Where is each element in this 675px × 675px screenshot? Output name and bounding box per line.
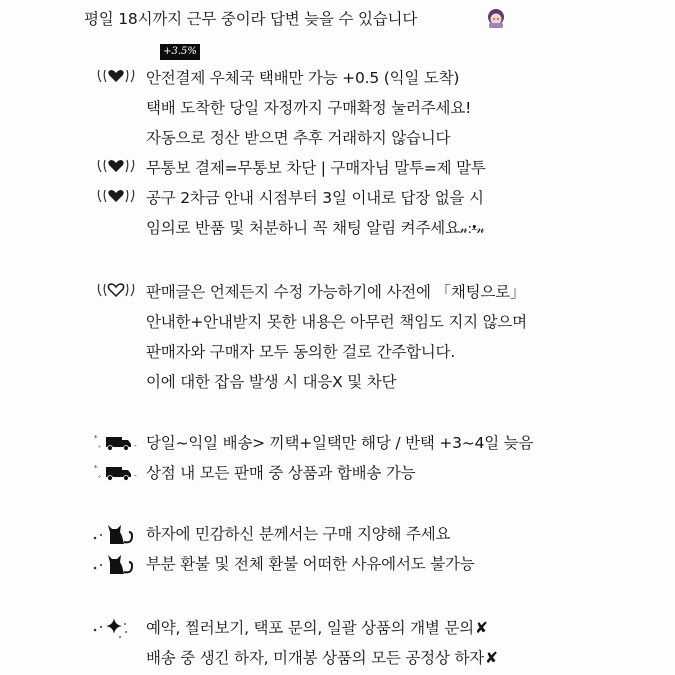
sparkle-star-icon bbox=[92, 614, 140, 644]
text-line: 당일~익일 배송> 끼택+일택만 해당 / 반택 +3~4일 늦음 bbox=[146, 434, 534, 452]
svg-text:°: ° bbox=[98, 445, 101, 452]
black-cat-icon bbox=[92, 550, 140, 580]
text-line: 안내한+안내받지 못한 내용은 아무런 책임도 지지 않으며 bbox=[146, 313, 527, 331]
text-line: 부분 환불 및 전체 환불 어떠한 사유에서도 불가능 bbox=[146, 555, 475, 573]
black-cat-icon bbox=[92, 520, 140, 550]
sparkle-truck-icon bbox=[94, 432, 142, 456]
sparkle-truck-icon bbox=[94, 462, 142, 486]
text-line: 택배 도착한 당일 자정까지 구매확정 눌러주세요! bbox=[146, 99, 472, 117]
header-text: 평일 18시까지 근무 중이라 답변 늦을 수 있습니다 bbox=[84, 10, 418, 28]
bow-heart-icon bbox=[96, 186, 136, 210]
kaomoji: 𝓃:ᵜ𝓃 bbox=[459, 222, 485, 237]
text-line-content: 임의로 반품 및 처분하니 꼭 채팅 알림 켜주세요 bbox=[146, 219, 460, 237]
text-line: 무통보 결제=무통보 차단 | 구매자님 말투=제 말투 bbox=[146, 159, 486, 177]
x-mark-icon: ✘ bbox=[485, 649, 498, 667]
girl-emoji-icon bbox=[486, 8, 506, 32]
percent-badge: +3.5% bbox=[160, 44, 200, 60]
svg-text:°: ° bbox=[98, 475, 101, 482]
text-line: 안전결제 우체국 택배만 가능 +0.5 (익일 도착) bbox=[146, 69, 460, 87]
text-line: 공구 2차금 안내 시점부터 3일 이내로 답장 없을 시 bbox=[146, 189, 484, 207]
text-line: 상점 내 모든 판매 중 상품과 합배송 가능 bbox=[146, 464, 416, 482]
svg-text:-: - bbox=[134, 441, 137, 450]
text-line bbox=[146, 217, 484, 241]
text-line bbox=[146, 647, 498, 669]
text-line bbox=[146, 617, 488, 639]
svg-text:*: * bbox=[94, 434, 98, 442]
text-line-content: 배송 중 생긴 하자, 미개봉 상품의 모든 공정상 하자 bbox=[146, 649, 485, 667]
header-line bbox=[84, 8, 417, 30]
text-line: 판매자와 구매자 모두 동의한 걸로 간주합니다. bbox=[146, 343, 456, 361]
text-line: 이에 대한 잡음 발생 시 대응X 및 차단 bbox=[146, 373, 397, 391]
bow-outline-heart-icon bbox=[96, 280, 136, 304]
svg-text:-: - bbox=[134, 471, 137, 480]
text-line: 하자에 민감하신 분께서는 구매 지양해 주세요 bbox=[146, 525, 451, 543]
svg-text:*: * bbox=[94, 464, 98, 472]
text-line: 판매글은 언제든지 수정 가능하기에 사전에 「채팅으로」 bbox=[146, 283, 526, 301]
bow-heart-icon bbox=[96, 66, 136, 90]
bow-heart-icon bbox=[96, 156, 136, 180]
text-line: 자동으로 정산 받으면 추후 거래하지 않습니다 bbox=[146, 129, 451, 147]
x-mark-icon: ✘ bbox=[474, 619, 488, 637]
text-line-content: 예약, 찔러보기, 택포 문의, 일괄 상품의 개별 문의 bbox=[146, 619, 474, 637]
